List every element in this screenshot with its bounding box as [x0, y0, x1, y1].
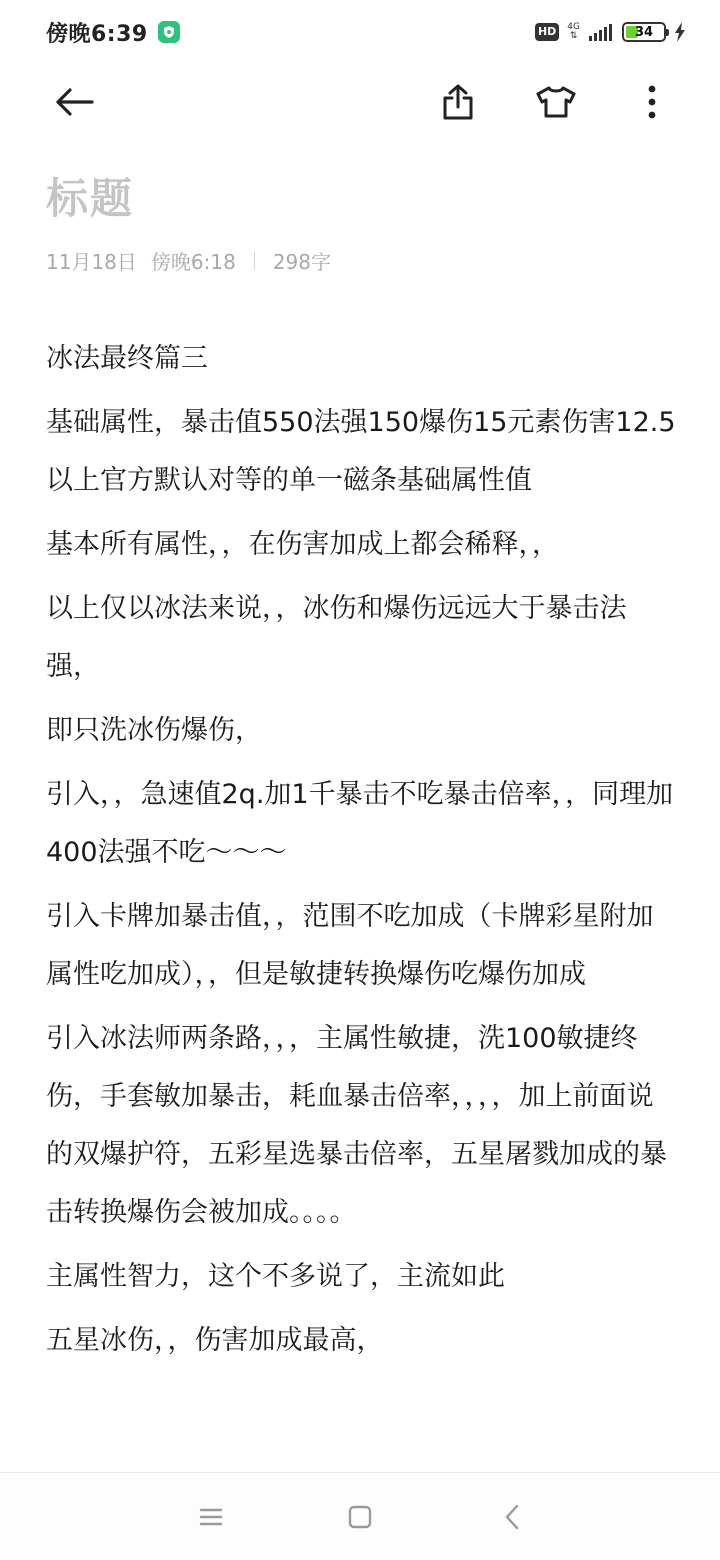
hd-badge: HD [535, 23, 559, 41]
share-button[interactable] [426, 70, 490, 134]
menu-icon [199, 1507, 223, 1527]
note-title[interactable]: 标题 [46, 174, 135, 223]
note-paragraph[interactable]: 主属性智力，这个不多说了，主流如此 [46, 1261, 505, 1292]
note-paragraph[interactable]: 即只洗冰伤爆伤， [46, 715, 262, 746]
note-paragraph[interactable]: 基础属性，暴击值550法强150爆伤15元素伤害12.5 以上官方默认对等的单一磁条基础属性值 [46, 407, 703, 496]
note-date: 11月18日 [46, 250, 137, 274]
home-square-icon [348, 1505, 372, 1529]
note-word-count: 298字 [272, 250, 332, 274]
note-paragraph[interactable]: 冰法最终篇三 [46, 343, 208, 374]
system-nav-bar [0, 1472, 720, 1560]
meta-divider [254, 252, 255, 270]
status-time: 傍晚6:39 [46, 21, 148, 47]
recent-apps-button[interactable] [189, 1495, 233, 1539]
status-right [535, 22, 686, 42]
network-type [567, 23, 580, 41]
app-notification-icon [158, 21, 180, 43]
data-arrows-icon: ⇅ [569, 31, 578, 41]
note-paragraph[interactable]: 以上仅以冰法来说，，冰伤和爆伤远远大于暴击法强， [46, 593, 627, 682]
note-paragraph[interactable]: 引入卡牌加暴击值，，范围不吃加成（卡牌彩星附加属性吃加成），，但是敏捷转换爆伤吃爆伤加成 [46, 901, 654, 990]
system-back-button[interactable] [490, 1495, 534, 1539]
status-bar [0, 0, 720, 64]
home-button[interactable] [338, 1495, 382, 1539]
network-label: 4G [567, 22, 580, 32]
back-arrow-icon [52, 86, 96, 118]
status-left [46, 17, 180, 48]
signal-icon [588, 22, 614, 42]
note-paragraph[interactable]: 引入冰法师两条路，，，主属性敏捷，洗100敏捷终伤，手套敏加暴击，耗血暴击倍率，，，，加上前面说的双爆护符，五彩星选暴击倍率，五星屠戮加成的暴击转换爆伤会被加成。。。。 [46, 1023, 667, 1228]
battery-icon [622, 22, 666, 42]
note-paragraph[interactable]: 基本所有属性，，在伤害加成上都会稀释，， [46, 529, 559, 560]
back-button[interactable] [42, 70, 106, 134]
back-chevron-icon [504, 1504, 520, 1530]
more-options-button[interactable] [620, 70, 684, 134]
more-vertical-icon [647, 85, 657, 119]
note-paragraph[interactable]: 五星冰伤，，伤害加成最高， [46, 1325, 384, 1356]
note-time: 傍晚6:18 [150, 250, 236, 274]
note-paragraph[interactable]: 引入，，急速值2q.加1千暴击不吃暴击倍率，，同理加400法强不吃～～～ [46, 779, 674, 868]
charging-bolt-icon [674, 22, 686, 42]
note-toolbar [0, 70, 720, 134]
battery-cap [666, 29, 669, 36]
note-body[interactable] [46, 330, 703, 1376]
battery-level: 34 [634, 24, 654, 40]
note-meta [46, 246, 331, 275]
theme-shirt-icon [536, 85, 576, 119]
share-icon [440, 83, 476, 121]
theme-button[interactable] [524, 70, 588, 134]
